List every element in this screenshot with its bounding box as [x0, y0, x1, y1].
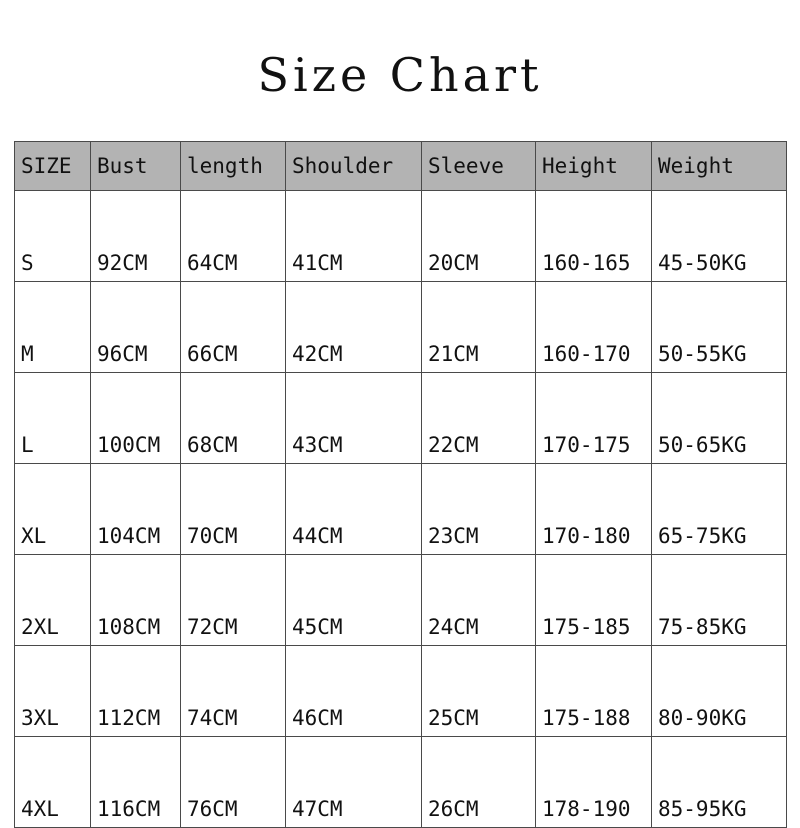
cell-bust: 104CM [91, 464, 181, 555]
cell-height: 170-175 [536, 373, 652, 464]
cell-weight: 50-65KG [652, 373, 787, 464]
cell-shoulder: 42CM [286, 282, 422, 373]
column-header-size: SIZE [15, 142, 91, 191]
cell-bust: 112CM [91, 646, 181, 737]
cell-shoulder: 46CM [286, 646, 422, 737]
cell-length: 66CM [181, 282, 286, 373]
cell-length: 72CM [181, 555, 286, 646]
table-row [15, 282, 787, 373]
cell-height: 175-188 [536, 646, 652, 737]
cell-weight: 75-85KG [652, 555, 787, 646]
cell-height: 175-185 [536, 555, 652, 646]
table-row [15, 464, 787, 555]
cell-shoulder: 45CM [286, 555, 422, 646]
column-header-sleeve: Sleeve [422, 142, 536, 191]
column-header-weight: Weight [652, 142, 787, 191]
table-row [15, 191, 787, 282]
cell-sleeve: 24CM [422, 555, 536, 646]
column-header-length: length [181, 142, 286, 191]
cell-weight: 45-50KG [652, 191, 787, 282]
cell-sleeve: 21CM [422, 282, 536, 373]
cell-size: M [15, 282, 91, 373]
cell-bust: 92CM [91, 191, 181, 282]
size-chart-table [14, 141, 787, 828]
cell-length: 64CM [181, 191, 286, 282]
cell-shoulder: 44CM [286, 464, 422, 555]
cell-bust: 108CM [91, 555, 181, 646]
cell-height: 160-170 [536, 282, 652, 373]
cell-sleeve: 20CM [422, 191, 536, 282]
cell-size: 3XL [15, 646, 91, 737]
table-row [15, 373, 787, 464]
cell-weight: 80-90KG [652, 646, 787, 737]
cell-size: L [15, 373, 91, 464]
cell-sleeve: 26CM [422, 737, 536, 828]
cell-bust: 116CM [91, 737, 181, 828]
cell-size: S [15, 191, 91, 282]
cell-height: 170-180 [536, 464, 652, 555]
column-header-height: Height [536, 142, 652, 191]
table-row [15, 646, 787, 737]
cell-weight: 65-75KG [652, 464, 787, 555]
cell-bust: 100CM [91, 373, 181, 464]
cell-length: 70CM [181, 464, 286, 555]
cell-weight: 50-55KG [652, 282, 787, 373]
cell-height: 178-190 [536, 737, 652, 828]
table-header [15, 142, 787, 191]
cell-sleeve: 25CM [422, 646, 536, 737]
cell-size: XL [15, 464, 91, 555]
table-body [15, 191, 787, 828]
table-row [15, 555, 787, 646]
cell-shoulder: 41CM [286, 191, 422, 282]
page-title: Size Chart [257, 48, 543, 102]
cell-length: 76CM [181, 737, 286, 828]
table-row [15, 737, 787, 828]
column-header-shoulder: Shoulder [286, 142, 422, 191]
cell-size: 4XL [15, 737, 91, 828]
cell-length: 74CM [181, 646, 286, 737]
cell-weight: 85-95KG [652, 737, 787, 828]
cell-shoulder: 47CM [286, 737, 422, 828]
cell-sleeve: 23CM [422, 464, 536, 555]
cell-shoulder: 43CM [286, 373, 422, 464]
cell-size: 2XL [15, 555, 91, 646]
cell-height: 160-165 [536, 191, 652, 282]
cell-length: 68CM [181, 373, 286, 464]
cell-bust: 96CM [91, 282, 181, 373]
column-header-bust: Bust [91, 142, 181, 191]
size-chart-table-wrap [14, 141, 786, 828]
cell-sleeve: 22CM [422, 373, 536, 464]
table-header-row [15, 142, 787, 191]
